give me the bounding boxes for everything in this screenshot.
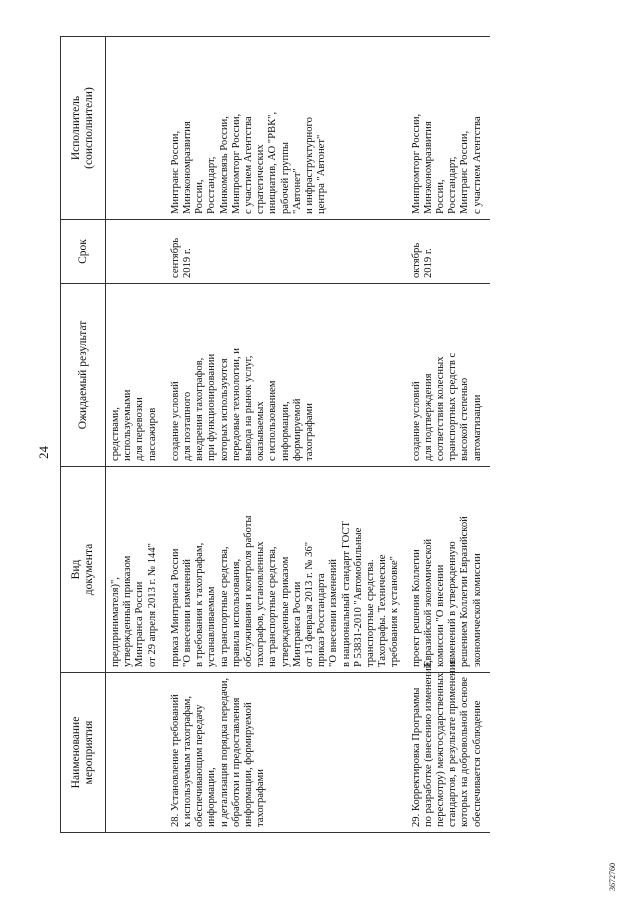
document-code: 3672760 [608, 863, 617, 891]
cell-text-line: внедрения тахографов, [194, 357, 206, 461]
cell-text-line: пересмотру) межгосударственных [435, 672, 447, 827]
cell-text-line: по разработке (внесению изменений, [422, 660, 434, 827]
cell-text-line: Минпромторг России, [410, 113, 422, 214]
cell-text-line: обработки и предоставления [230, 697, 242, 827]
cell-text-line: на транспортные средства, [267, 546, 279, 667]
cell-text-line: Росстандарт, [447, 156, 459, 214]
table-row-item-29 [408, 37, 490, 833]
cell-text-line: пассажиров [146, 407, 158, 461]
cell-text-line: тахографами [304, 403, 316, 461]
header-name-line: мероприятия [83, 720, 95, 785]
cell-text-line: обеспечивается соблюдение [471, 700, 483, 827]
cell-text-line: России, [435, 179, 447, 214]
header-name-line: Наименование [70, 716, 82, 789]
cell-name [408, 659, 490, 833]
cell-text-line: 2019 г. [182, 248, 194, 278]
cell-text-line: соответствия колесных [435, 356, 447, 461]
cell-doc-type [167, 467, 408, 673]
cell-text-line: тахографами [255, 769, 267, 827]
header-doc-type-line: документа [83, 543, 95, 596]
cell-text-line: средствами, [110, 407, 121, 461]
cell-text-line: для поэтапного [182, 391, 194, 461]
cell-text-line: проект решения Коллегии [410, 549, 422, 667]
cell-text-line: которых на добровольной основе [459, 677, 471, 827]
cell-text-line: "О внесении изменений [328, 559, 340, 667]
cell-text-line: сентябрь [169, 237, 181, 278]
cell-text-line: Минпромторг России, [230, 113, 242, 214]
cell-text-line: Минкомсвязь России, [218, 116, 230, 214]
cell-text-line: формируемой [291, 398, 303, 461]
header-executor-line: (соисполнители) [83, 87, 95, 169]
header-name [61, 673, 106, 833]
cell-text-line: "Автонет" [291, 168, 303, 214]
cell-text-line: с участием Агентства [471, 116, 483, 214]
cell-text-line: к используемым тахографам, [182, 695, 194, 827]
cell-executor [106, 37, 167, 220]
cell-text-line: Росстандарт, [206, 156, 218, 214]
action-plan-table [60, 36, 490, 833]
cell-text-line: утвержденный приказом [122, 555, 134, 667]
cell-text-line: в требования к тахографам, [194, 542, 206, 667]
cell-executor [167, 37, 408, 220]
table-row-continuation [106, 37, 167, 833]
cell-text-line: 29. Корректировка Программы [410, 687, 422, 827]
cell-term [167, 220, 408, 284]
cell-text-line: комиссии "О внесении [435, 564, 447, 667]
header-term [61, 220, 106, 284]
cell-text-line: для подтверждения [422, 373, 434, 461]
cell-text-line: создание условий [169, 381, 181, 461]
cell-result [167, 284, 408, 467]
cell-text-line: Минтранс России, [459, 130, 471, 214]
cell-text-line: стандартов, в результате применения [447, 659, 459, 827]
header-result-line: Ожидаемый результат [76, 320, 89, 430]
cell-term [408, 220, 490, 284]
header-term-line: Срок [76, 239, 89, 264]
cell-text-line: приказ Минтранса России [169, 548, 181, 667]
cell-text-line: тахографов, установленных [255, 541, 267, 667]
cell-doc-type [106, 467, 167, 673]
table-header-row [61, 37, 106, 833]
cell-text-line: утвержденные приказом [279, 556, 291, 667]
cell-text-line: Евразийской экономической [422, 538, 434, 667]
cell-text-line: передовые технологии, и [230, 348, 242, 461]
cell-text-line: информации, формируемой [243, 702, 255, 827]
header-executor [61, 37, 106, 220]
cell-name [106, 673, 167, 833]
cell-text-line: которых используются [218, 358, 230, 461]
cell-text-line: рабочей группы [279, 141, 291, 214]
cell-text-line: 2019 г. [422, 248, 434, 278]
cell-text-line: используемыми [122, 389, 134, 461]
header-executor-line: Исполнитель [70, 95, 82, 161]
cell-text-line: предпринимателя)", [110, 577, 121, 667]
cell-result [106, 284, 167, 467]
cell-text-line: вывода на рынок услуг, [243, 355, 255, 461]
cell-name [167, 673, 408, 833]
cell-text-line: от 13 февраля 2013 г. № 36" [304, 541, 316, 667]
cell-text-line: информации, [279, 401, 291, 461]
cell-term [106, 220, 167, 284]
cell-text-line: Р 53831-2010 "Автомобильные [352, 527, 364, 667]
cell-text-line: высокой степенью [459, 377, 471, 461]
cell-result [408, 284, 490, 467]
cell-text-line: Минэкономразвития [422, 121, 434, 214]
table-row-item-28 [167, 37, 408, 833]
cell-text-line: транспортные средства. [365, 559, 377, 667]
cell-text-line: в национальный стандарт ГОСТ [340, 521, 352, 667]
cell-text-line: 28. Установление требований [169, 694, 181, 827]
cell-text-line: от 29 апреля 2013 г. № 144" [146, 543, 158, 667]
cell-text-line: "О внесении изменений [182, 559, 194, 667]
cell-text-line: Минтранса России [291, 581, 303, 667]
header-result [61, 284, 106, 467]
cell-text-line: обеспечивающим передачу [194, 704, 206, 827]
cell-text-line: Минтранс России, [169, 130, 181, 214]
cell-text-line: России, [194, 179, 206, 214]
cell-text-line: создание условий [410, 381, 422, 461]
cell-text-line: с участием Агентства [243, 116, 255, 214]
cell-text-line: требования к установке" [389, 555, 401, 667]
cell-text-line: Минтранса России [134, 581, 146, 667]
cell-text-line: транспортных средств с [447, 352, 459, 461]
cell-text-line: инициатив, АО "РВК", [267, 111, 279, 214]
cell-text-line: информации, [206, 767, 218, 827]
cell-text-line: изменений в утвержденную [447, 541, 459, 667]
cell-text-line: и инфраструктурного [304, 117, 316, 214]
cell-text-line: октябрь [410, 242, 422, 278]
cell-text-line: правила использования, [230, 558, 242, 667]
cell-text-line: на транспортные средства, [218, 546, 230, 667]
cell-doc-type [408, 467, 490, 673]
page-number: 24 [36, 446, 51, 459]
cell-text-line: приказ Росстандарта [316, 573, 328, 667]
cell-text-line: стратегических [255, 144, 267, 214]
cell-text-line: обслуживания и контроля работы [243, 515, 255, 667]
cell-text-line: Минэкономразвития [182, 121, 194, 214]
header-doc-type-line: Вид [70, 559, 82, 580]
cell-text-line: с использованием [267, 380, 279, 461]
cell-text-line: центра "Автонет" [316, 134, 328, 214]
cell-executor [408, 37, 490, 220]
cell-text-line: автоматизации [471, 394, 483, 461]
cell-text-line: устанавливаемым [206, 586, 218, 667]
cell-text-line: и детализация порядка передачи, [218, 677, 230, 827]
cell-text-line: решением Коллегии Евразийской [459, 516, 471, 667]
cell-text-line: для перевозки [134, 397, 146, 461]
cell-text-line: экономической комиссии [471, 553, 483, 667]
cell-text-line: при функционировании [206, 353, 218, 461]
header-doc-type [61, 467, 106, 673]
cell-text-line: оказываемых [255, 401, 267, 461]
cell-text-line: Тахографы. Технические [377, 554, 389, 667]
